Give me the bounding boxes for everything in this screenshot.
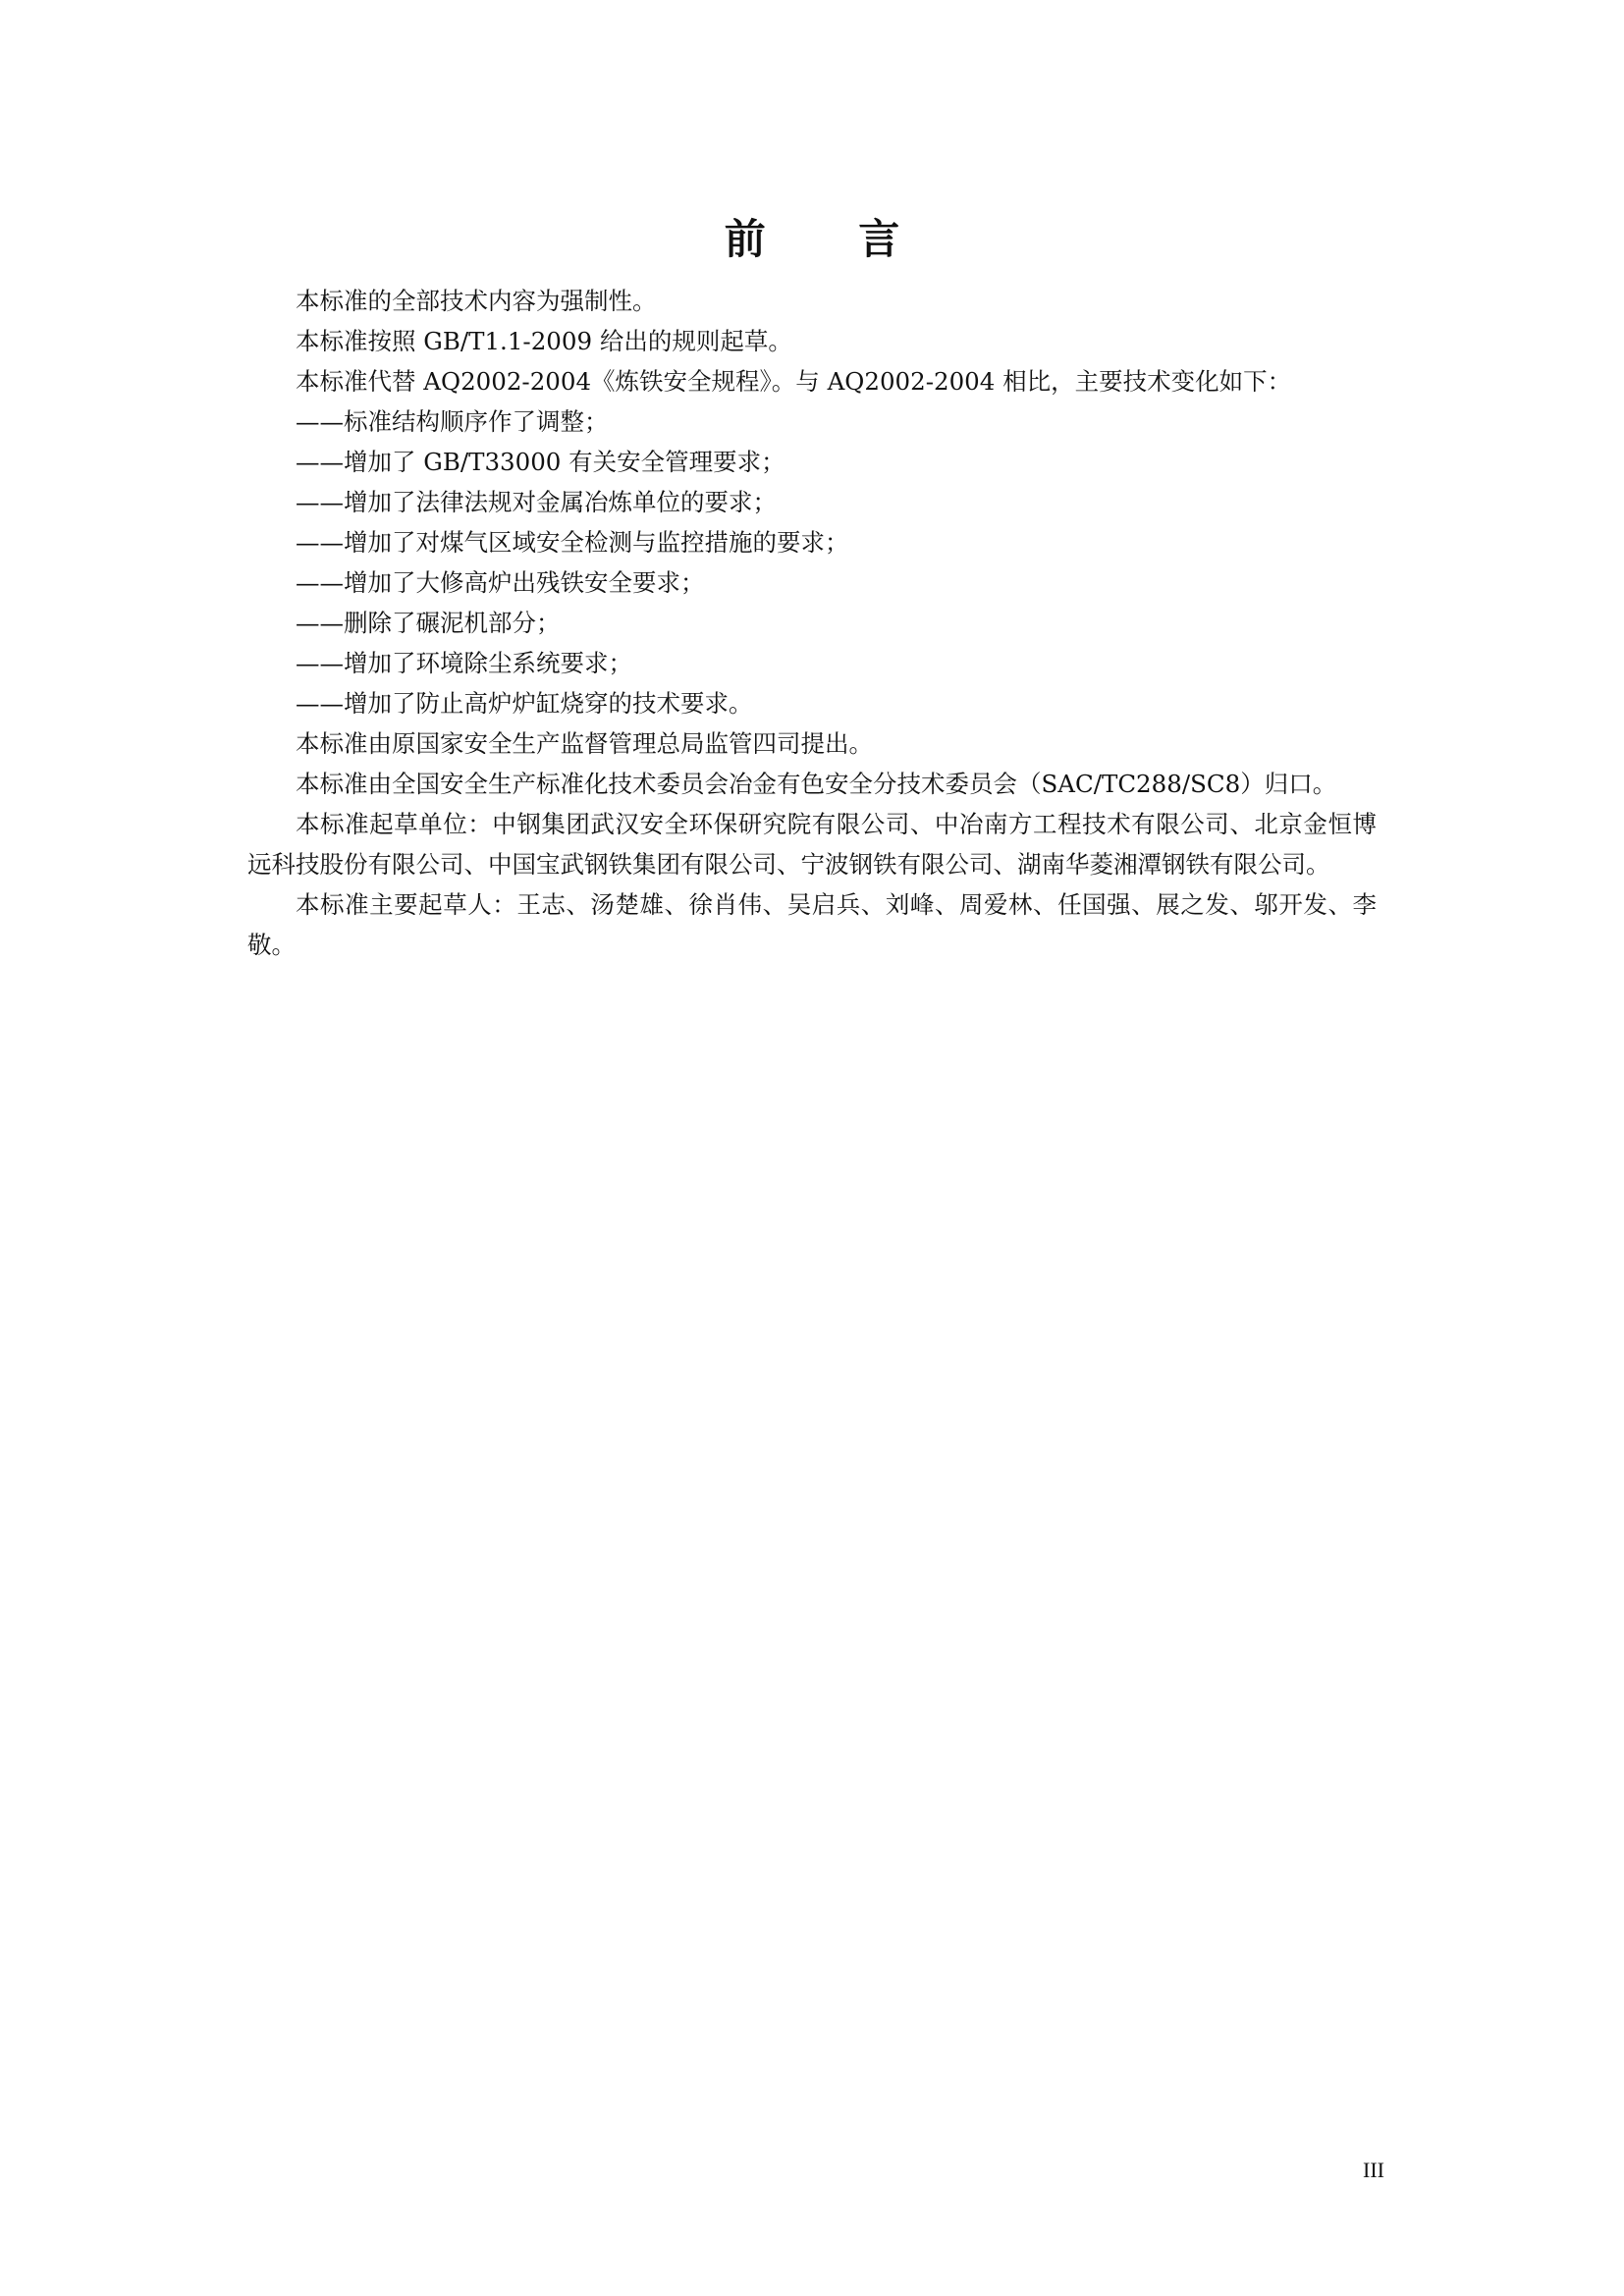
change-item: ——增加了防止高炉炉缸烧穿的技术要求。 — [296, 689, 753, 718]
page-title: 前 言 — [724, 215, 940, 263]
change-item: ——删除了碾泥机部分； — [296, 609, 561, 637]
paragraph-replaces: 本标准代替 AQ2002-2004《炼铁安全规程》。与 AQ2002-2004 相比，主要技术变化如下： — [296, 367, 1292, 396]
foreword-body — [247, 281, 1377, 965]
paragraph-drafting-rules: 本标准按照 GB/T1.1-2009 给出的规则起草。 — [296, 327, 792, 355]
change-item: ——增加了法律法规对金属冶炼单位的要求； — [296, 488, 777, 516]
change-item: ——标准结构顺序作了调整； — [296, 407, 609, 436]
change-item: ——增加了环境除尘系统要求； — [296, 649, 632, 677]
change-item: ——增加了对煤气区域安全检测与监控措施的要求； — [296, 528, 849, 557]
paragraph-drafters: 本标准主要起草人：王志、汤楚雄、徐肖伟、吴启兵、刘峰、周爱林、任国强、展之发、邬开发、李敬。 — [247, 890, 1377, 959]
paragraph-mandatory: 本标准的全部技术内容为强制性。 — [296, 287, 657, 315]
change-item: ——增加了 GB/T33000 有关安全管理要求； — [296, 448, 785, 476]
page-number: III — [1363, 2158, 1384, 2182]
paragraph-committee: 本标准由全国安全生产标准化技术委员会冶金有色安全分技术委员会（SAC/TC288/SC8）归口。 — [296, 770, 1337, 798]
change-item: ——增加了大修高炉出残铁安全要求； — [296, 568, 705, 597]
paragraph-drafting-units: 本标准起草单位：中钢集团武汉安全环保研究院有限公司、中冶南方工程技术有限公司、北京金恒博远科技股份有限公司、中国宝武钢铁集团有限公司、宁波钢铁有限公司、湖南华菱湘潭钢铁有限公司。 — [247, 810, 1377, 879]
paragraph-proposer: 本标准由原国家安全生产监督管理总局监管四司提出。 — [296, 729, 873, 758]
